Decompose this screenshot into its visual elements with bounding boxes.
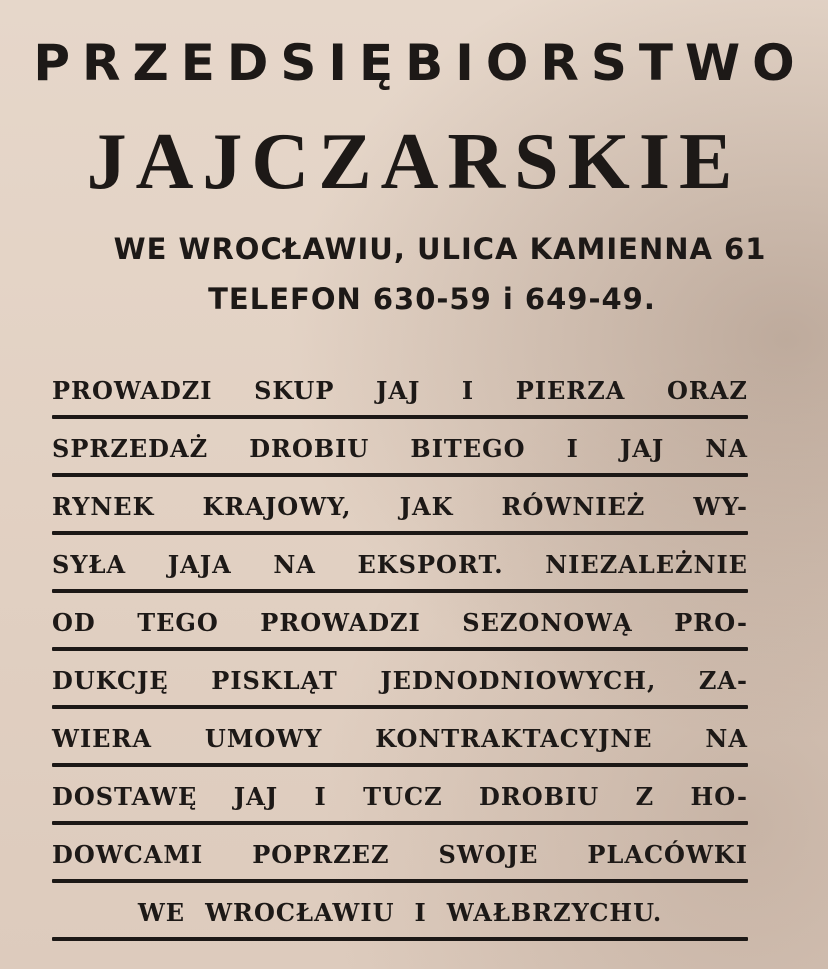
body-word: UMOWY	[204, 724, 323, 753]
text-row	[52, 718, 748, 776]
body-word: JAJA	[167, 550, 232, 579]
body-word: RYNEK	[52, 492, 155, 521]
underline-rule	[52, 763, 748, 767]
text-row	[52, 776, 748, 834]
body-word: I	[566, 434, 579, 463]
text-row	[52, 486, 748, 544]
underline-rule	[52, 531, 748, 535]
text-row	[52, 370, 748, 428]
body-text-line	[52, 376, 748, 405]
body-text-line	[52, 666, 748, 695]
body-word: DROBIU	[249, 434, 370, 463]
body-text-line	[52, 782, 748, 811]
body-word: WAŁBRZYCHU.	[446, 898, 663, 927]
body-word: WY-	[693, 492, 748, 521]
body-word: SEZONOWĄ	[462, 608, 633, 637]
body-word: JAJ	[233, 782, 279, 811]
body-word: EKSPORT.	[357, 550, 504, 579]
company-name-line-1: PRZEDSIĘBIORSTWO	[33, 34, 807, 92]
body-word: JAK	[399, 492, 454, 521]
body-word: WIERA	[52, 724, 153, 753]
body-word: DROBIU	[479, 782, 600, 811]
body-word: JEDNODNIOWYCH,	[380, 666, 657, 695]
body-text-line	[52, 840, 748, 869]
body-word: NA	[705, 724, 748, 753]
text-row	[52, 660, 748, 718]
body-text-line	[52, 550, 748, 579]
text-row	[52, 834, 748, 892]
company-name-line-2: JAJCZARSKIE	[86, 118, 742, 206]
body-word: PROWADZI	[260, 608, 421, 637]
body-word: NIEZALEŻNIE	[545, 550, 748, 579]
underline-rule	[52, 589, 748, 593]
underline-rule	[52, 821, 748, 825]
body-word: SPRZEDAŻ	[52, 434, 209, 463]
body-word: WE	[137, 898, 186, 927]
services-description	[52, 370, 748, 950]
body-word: I	[461, 376, 475, 405]
underline-rule	[52, 937, 748, 941]
body-word: PISKLĄT	[211, 666, 338, 695]
text-row	[52, 602, 748, 660]
body-word: TUCZ	[363, 782, 443, 811]
body-word: OD	[52, 608, 96, 637]
body-word: ORAZ	[666, 376, 748, 405]
body-word: PLACÓWKI	[587, 840, 748, 869]
underline-rule	[52, 415, 748, 419]
body-word: KRAJOWY,	[202, 492, 352, 521]
underline-rule	[52, 879, 748, 883]
body-word: WROCŁAWIU	[205, 898, 395, 927]
text-row	[52, 544, 748, 602]
body-text-line	[52, 492, 748, 521]
body-word: JAJ	[375, 376, 421, 405]
body-word: BITEGO	[410, 434, 526, 463]
body-word: I	[414, 898, 427, 927]
body-word: NA	[273, 550, 316, 579]
body-word: SYŁA	[52, 550, 127, 579]
body-word: DOSTAWĘ	[52, 782, 198, 811]
company-address: WE WROCŁAWIU, ULICA KAMIENNA 61	[113, 232, 767, 266]
body-word: PIERZA	[515, 376, 626, 405]
body-word: PRO-	[674, 608, 748, 637]
body-word: NA	[705, 434, 748, 463]
body-word: HO-	[690, 782, 748, 811]
body-word: SWOJE	[438, 840, 539, 869]
body-word: I	[314, 782, 327, 811]
body-word: JAJ	[619, 434, 665, 463]
body-word: POPRZEZ	[252, 840, 390, 869]
underline-rule	[52, 647, 748, 651]
body-word: ZA-	[698, 666, 748, 695]
body-text-line	[52, 724, 748, 753]
body-word: SKUP	[254, 376, 335, 405]
underline-rule	[52, 705, 748, 709]
underline-rule	[52, 473, 748, 477]
body-word: DUKCJĘ	[52, 666, 169, 695]
company-phone: TELEFON 630-59 i 649-49.	[208, 282, 656, 316]
body-word: PROWADZI	[52, 376, 213, 405]
text-row	[52, 428, 748, 486]
body-word: Z	[635, 782, 655, 811]
body-word: TEGO	[137, 608, 219, 637]
body-word: RÓWNIEŻ	[501, 492, 646, 521]
body-word: KONTRAKTACYJNE	[375, 724, 653, 753]
body-text-line	[52, 898, 748, 927]
body-text-line	[52, 608, 748, 637]
body-word: DOWCAMI	[52, 840, 204, 869]
text-row	[52, 892, 748, 950]
body-text-line	[52, 434, 748, 463]
